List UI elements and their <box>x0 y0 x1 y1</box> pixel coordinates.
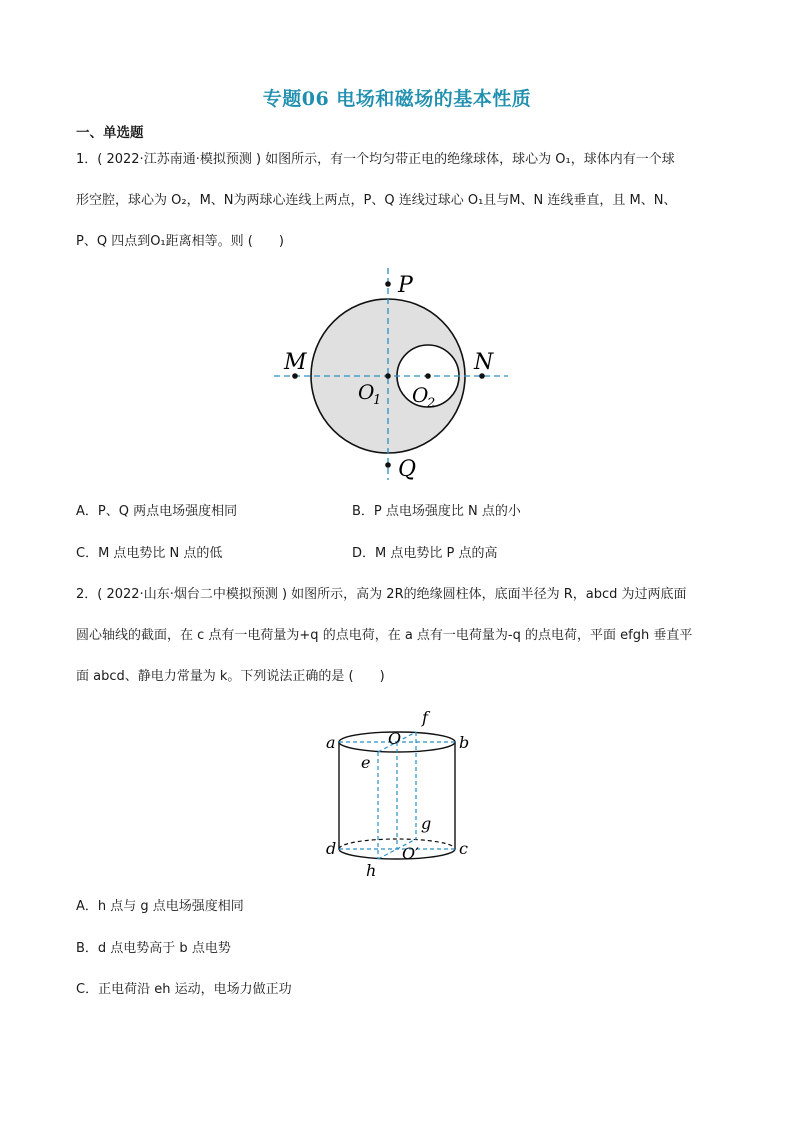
label-d: d <box>326 839 337 858</box>
q1-option-d[interactable]: D．M 点电势比 P 点的高 <box>352 546 498 561</box>
q1-text-line-3: P、Q 四点到O₁距离相等。则 ( ) <box>76 234 284 249</box>
label-O1-sub: 1 <box>373 393 382 408</box>
label-O2-sub: 2 <box>427 396 436 411</box>
label-h: h <box>366 861 377 880</box>
label-N: N <box>474 350 494 375</box>
q2-option-a[interactable]: A．h 点与 g 点电场强度相同 <box>76 899 244 914</box>
section-heading: 一、单选题 <box>76 125 144 141</box>
label-Q: Q <box>398 457 417 482</box>
q2-text-line-1: 2．( 2022·山东·烟台二中模拟预测 ) 如图所示，高为 2R的绝缘圆柱体，底面半径为 R，abcd 为过两底面 <box>76 587 687 602</box>
label-M: M <box>284 350 307 375</box>
q2-figure <box>318 705 478 880</box>
label-c: c <box>459 839 468 858</box>
label-O: O <box>388 729 402 748</box>
label-e: e <box>361 753 371 772</box>
point-O2 <box>425 373 431 379</box>
label-b: b <box>459 733 470 752</box>
label-f: f <box>422 708 428 727</box>
label-O1: O <box>358 380 375 404</box>
point-Q <box>385 462 391 468</box>
label-Oprime: O′ <box>402 844 419 863</box>
label-O2: O <box>412 383 429 407</box>
q1-text-line-2: 形空腔，球心为 O₂，M、N为两球心连线上两点，P、Q 连线过球心 O₁且与M、N 连线垂直，且 M、N、 <box>76 193 677 208</box>
q2-option-c[interactable]: C．正电荷沿 eh 运动，电场力做正功 <box>76 982 292 997</box>
q1-figure <box>260 262 520 484</box>
q2-option-b[interactable]: B．d 点电势高于 b 点电势 <box>76 941 231 956</box>
q1-option-c[interactable]: C．M 点电势比 N 点的低 <box>76 546 223 561</box>
page-title: 专题06 电场和磁场的基本性质 <box>262 88 532 110</box>
label-P: P <box>398 273 413 298</box>
bottom-ellipse-front <box>339 849 455 859</box>
q1-text-line-1: 1．( 2022·江苏南通·模拟预测 ) 如图所示，有一个均匀带正电的绝缘球体，球心为 O₁，球体内有一个球 <box>76 152 675 167</box>
q2-text-line-2: 圆心轴线的截面，在 c 点有一电荷量为+q 的点电荷，在 a 点有一电荷量为-q 的点电荷，平面 efgh 垂直平 <box>76 628 693 643</box>
label-g: g <box>421 814 432 833</box>
q2-text-line-3: 面 abcd、静电力常量为 k。下列说法正确的是 ( ) <box>76 669 385 684</box>
point-P <box>385 281 391 287</box>
point-O1 <box>385 373 391 379</box>
q1-option-b[interactable]: B．P 点电场强度比 N 点的小 <box>352 504 521 519</box>
q1-option-a[interactable]: A．P、Q 两点电场强度相同 <box>76 504 238 519</box>
label-a: a <box>326 733 336 752</box>
